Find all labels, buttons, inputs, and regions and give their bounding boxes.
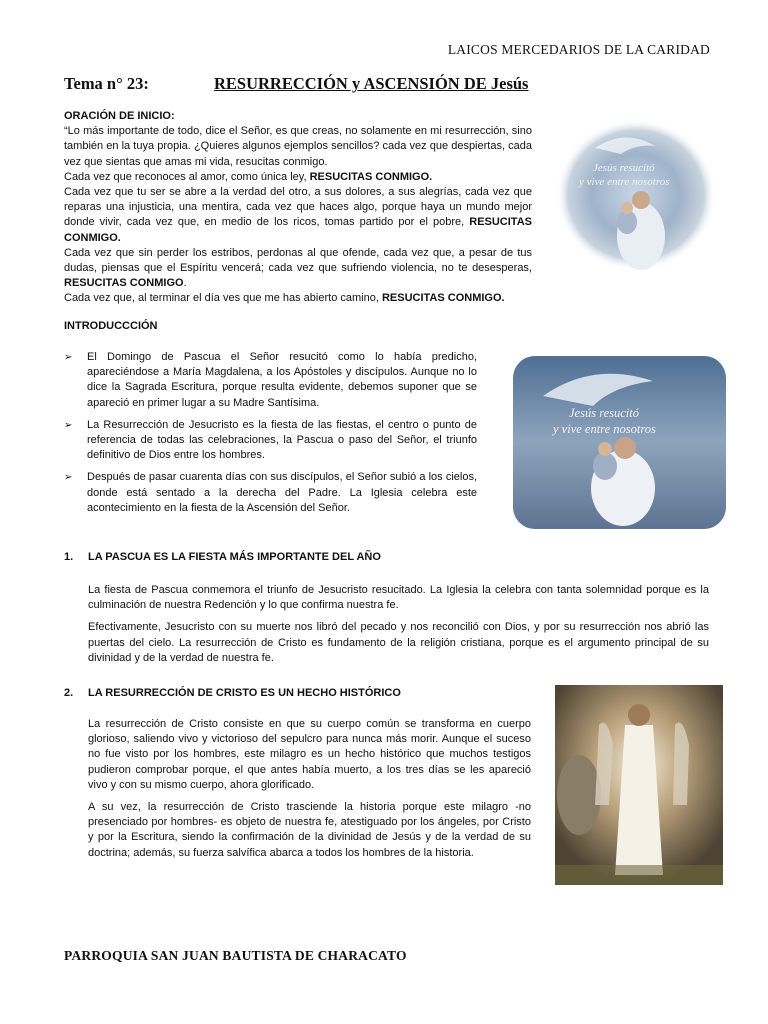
topic-title: RESURRECCIÓN y ASCENSIÓN DE Jesús — [214, 74, 529, 93]
prayer-refrain: RESUCITAS CONMIGO. — [381, 292, 505, 305]
image-caption: y vive entre nosotros — [553, 422, 656, 436]
paragraph: A su vez, la resurrección de Cristo trasciende la historia porque este milagro -no presenciado por hombres- es objeto de nuestra fe, atestiguado por los ángeles, por Cristo y por la Escritura, siendo la confirmación de la divinidad de Jesús y de la verdad de su doctrina; además, su fuerza salvífica abarca a todos los hombres de la historia. — [88, 801, 531, 859]
paragraph: La resurrección de Cristo consiste en que su cuerpo común se transforma en cuerpo glorioso, saliendo vivo y victorioso del sepulcro para nunca más morir. Aunque el suceso no fue visto por los hombres, este milagro es un hecho histórico que muchos testigos pudieron comprobar porque, el que antes había muerto, a los tres días se les apareció vivo y con su mismo cuerpo, ahora glorificado. — [88, 718, 531, 791]
paragraph: Efectivamente, Jesucristo con su muerte nos libró del pecado y nos reconcilió con Dios, y por su resurrección nos abrió las puertas del cielo. La resurrección de Cristo es fundamento de la religión cristiana, porque es el argumento principal de su divinidad y de la verdad de nuestra fe. — [88, 621, 709, 664]
prayer-line: Cada vez que reconoces al amor, como única ley, RESUCITAS CONMIGO. — [64, 170, 433, 183]
prayer-refrain: RESUCITAS CONMIGO — [64, 277, 184, 290]
arrow-bullet-icon: ➢ — [64, 419, 73, 431]
section-1-heading: 1. LA PASCUA ES LA FIESTA MÁS IMPORTANTE DEL AÑO — [64, 551, 381, 563]
section-2-body — [88, 717, 531, 868]
image-caption: Jesús resucitó — [593, 162, 655, 174]
image-caption: y vive entre nosotros — [579, 176, 670, 188]
image-caption: Jesús resucitó — [569, 406, 640, 420]
arrow-bullet-icon: ➢ — [64, 472, 73, 484]
prayer-refrain: RESUCITAS CONMIGO. — [64, 216, 532, 244]
list-item: ➢ El Domingo de Pascua el Señor resucitó como lo había predicho, apareciéndose a María Magdalena, a los Apóstoles y discípulos. Aunque no lo dice la Sagrada Escritura, porque resulta evidente, debemos suponer que se apareció en primer lugar a su Madre Santísima. — [64, 351, 477, 409]
section-1-body — [88, 583, 709, 673]
organization-header: LAICOS MERCEDARIOS DE LA CARIDAD — [447, 42, 710, 57]
list-item: ➢ La Resurrección de Jesucristo es la fiesta de las fiestas, el centro o punto de referencia de todas las celebraciones, la Pascua o paso del Señor, el triunfo definitivo de Dios entre los hombres. — [64, 418, 477, 462]
prayer-line: Cada vez que sin perder los estribos, perdonas al que ofende, cada vez que, a pesar de tus dudas, piensas que el Espíritu vencerá; cada vez que sufriendo violencia, no te desesperas, RESUCITAS CONMIGO. — [64, 246, 532, 290]
intro-list — [64, 350, 477, 523]
opening-prayer — [64, 109, 532, 307]
list-item: ➢ Después de pasar cuarenta días con sus discípulos, el Señor subió a los cielos, donde está sentado a la derecha del Padre. La Iglesia celebra este acontecimiento en la fiesta de la Ascensión del Señor. — [64, 471, 477, 514]
prayer-refrain: RESUCITAS CONMIGO. — [309, 170, 433, 183]
jesus-resurrected-image-oval — [555, 118, 717, 273]
section-2-heading: 2. LA RESURRECCIÓN DE CRISTO ES UN HECHO HISTÓRICO — [64, 687, 401, 699]
prayer-line: Cada vez que, al terminar el día ves que me has abierto camino, RESUCITAS CONMIGO. — [64, 292, 505, 305]
arrow-bullet-icon: ➢ — [64, 352, 73, 363]
topic-number: Tema n° 23: — [64, 74, 149, 93]
jesus-resurrected-image-rounded — [513, 356, 726, 529]
intro-heading: INTRODUCCCIÓN — [64, 320, 158, 332]
prayer-heading: ORACIÓN DE INICIO: — [64, 110, 175, 122]
resurrection-tomb-image — [555, 685, 723, 885]
prayer-line: Cada vez que tu ser se abre a la verdad del otro, a sus dolores, a sus alegrías, cada vez que reparas una injusticia, una mentira, cada vez que haces algo, porque haya un mundo mejor donde vivir, cada vez que, en medio de los ricos, tomas partido por el pobre, RESUCITAS CONMIGO. — [64, 186, 532, 244]
prayer-line: “Lo más importante de todo, dice el Señor, es que creas, no solamente en mi resurrección, sino también en la tuya propia. ¿Quieres algunos ejemplos sencillos? cada vez que despiertas, cada vez que sientas que amas mi vida, resucitas conmigo. — [64, 125, 532, 168]
paragraph: La fiesta de Pascua conmemora el triunfo de Jesucristo resucitado. La Iglesia la celebra con tanta solemnidad porque es la culminación de nuestra Redención y lo que confirma nuestra fe. — [88, 584, 709, 612]
parish-footer: PARROQUIA SAN JUAN BAUTISTA DE CHARACATO — [64, 948, 407, 963]
